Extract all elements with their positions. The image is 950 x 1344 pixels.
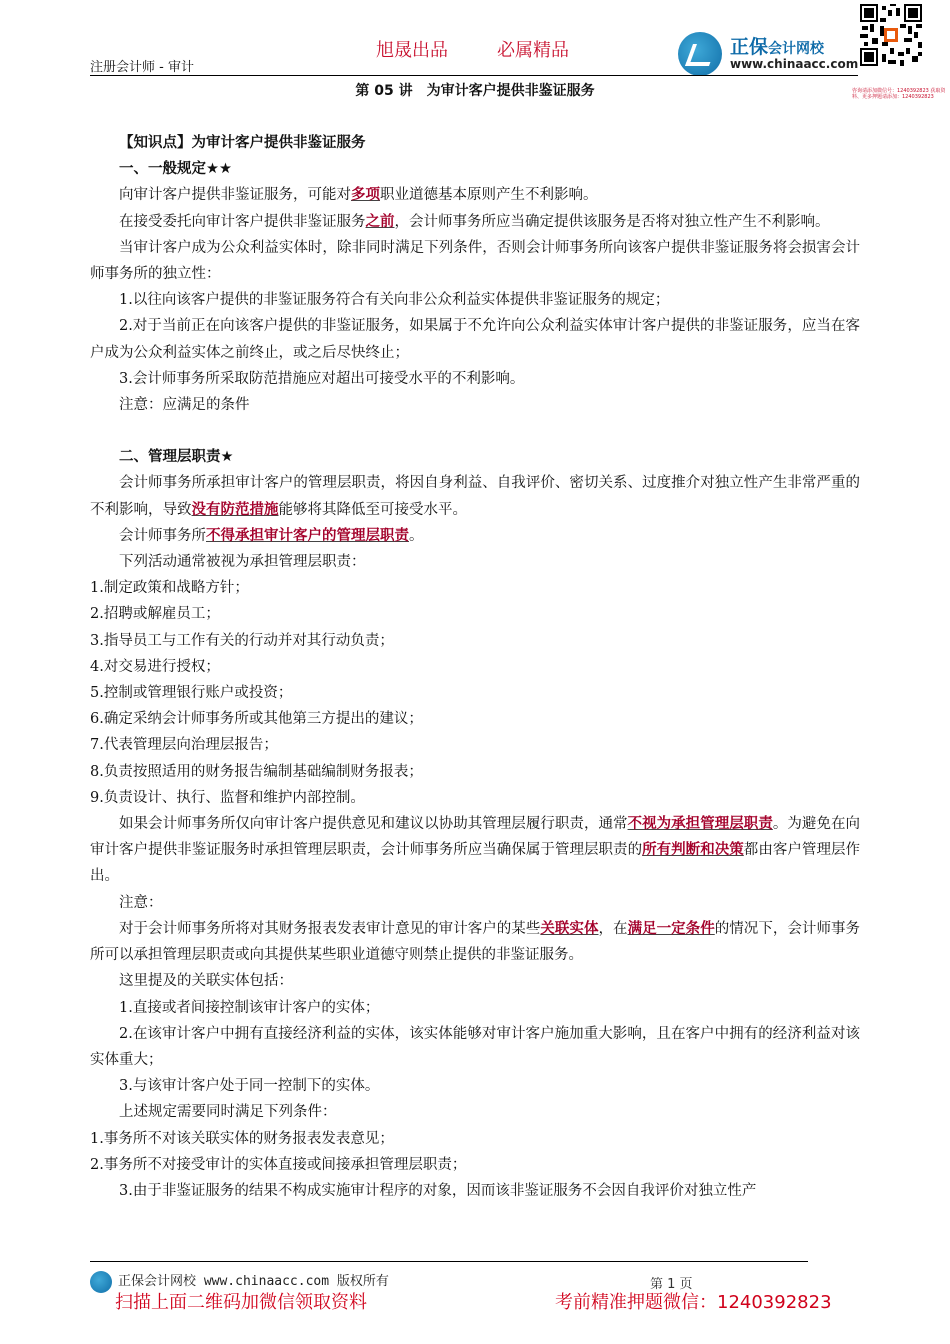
paragraph: 在接受委托向审计客户提供非鉴证服务之前，会计师事务所应当确定提供该服务是否将对独立性产生不利影响。: [119, 212, 830, 230]
list-item: 1.事务所不对该关联实体的财务报表发表意见；: [90, 1130, 394, 1147]
list-item: 5.控制或管理银行账户或投资；: [90, 685, 293, 702]
paragraph: 对于会计师事务所将对其财务报表发表审计意见的审计客户的某些关联实体，在满足一定条件的情况下，会计师事务所可以承担管理层职责或向其提供某些职业道德守则禁止提供的非鉴证服务。: [90, 919, 861, 964]
promo-text-left: 扫描上面二维码加微信领取资料: [115, 1292, 367, 1313]
footer-divider: [90, 1261, 808, 1262]
list-item: 3.会计师事务所采取防范措施应对超出可接受水平的不利影响。: [119, 370, 525, 387]
paragraph: 这里提及的关联实体包括：: [119, 973, 293, 990]
lecture-title: 第 05 讲 为审计客户提供非鉴证服务: [355, 83, 595, 99]
course-label: 注册会计师 - 审计: [90, 60, 194, 75]
highlight-text: 没有防范措施: [191, 500, 279, 518]
paragraph: 向审计客户提供非鉴证服务，可能对多项职业道德基本原则产生不利影响。: [119, 186, 598, 204]
list-item: 8.负责按照适用的财务报告编制基础编制财务报表；: [90, 763, 423, 780]
brand-name: 正保会计网校: [730, 36, 825, 58]
paragraph: 当审计客户成为公众利益实体时，除非同时满足下列条件，否则会计师事务所向该客户提供非鉴证服务将会损害会计师事务所的独立性：: [90, 239, 860, 283]
highlight-text: 不视为承担管理层职责: [627, 815, 773, 833]
footer-logo-icon: [90, 1271, 112, 1293]
list-item: 4.对交易进行授权；: [90, 658, 220, 675]
page-number: 第 1 页: [650, 1277, 693, 1292]
brand-logo-icon: [678, 32, 722, 76]
highlight-text: 关联实体: [540, 919, 599, 937]
list-item: 3.由于非鉴证服务的结果不构成实施审计程序的对象，因而该非鉴证服务不会因自我评价对独立性产: [119, 1182, 757, 1199]
paragraph: 会计师事务所承担审计客户的管理层职责，将因自身利益、自我评价、密切关系、过度推介对独立性产生非常严重的不利影响，导致没有防范措施能够将其降低至可接受水平。: [90, 475, 860, 518]
list-item: 1.制定政策和战略方针；: [90, 580, 249, 597]
note: 注意：应满足的条件: [119, 397, 250, 414]
footer-copyright: 正保会计网校 www.chinaacc.com 版权所有: [90, 1270, 389, 1293]
list-item: 2.在该审计客户中拥有直接经济利益的实体，该实体能够对审计客户施加重大影响，且在客户中拥有的经济利益对该实体重大；: [90, 1025, 860, 1068]
section-heading-general: 一、一般规定★★: [119, 161, 232, 178]
list-item: 3.指导员工与工作有关的行动并对其行动负责；: [90, 632, 394, 649]
list-item: 1.以往向该客户提供的非鉴证服务符合有关向非公众利益实体提供非鉴证服务的规定；: [119, 292, 670, 309]
list-item: 2.对于当前正在向该客户提供的非鉴证服务，如果属于不允许向公众利益实体审计客户提供的非鉴证服务，应当在客户成为公众利益实体之前终止，或之后尽快终止；: [90, 318, 860, 361]
brand-logo[interactable]: [678, 30, 858, 78]
list-item: 3.与该审计客户处于同一控制下的实体。: [119, 1078, 380, 1095]
slogan-right: 必属精品: [497, 40, 569, 61]
qr-code-icon: [860, 4, 922, 66]
slogan-left: 旭晟出品: [376, 40, 448, 61]
highlight-text: 不得承担审计客户的管理层职责: [206, 526, 409, 544]
highlight-text: 满足一定条件: [627, 919, 715, 937]
highlight-text: 所有判断和决策: [642, 841, 744, 859]
highlight-text: 多项: [351, 186, 380, 204]
paragraph: 上述规定需要同时满足下列条件：: [119, 1104, 337, 1121]
paragraph: 如果会计师事务所仅向审计客户提供意见和建议以协助其管理层履行职责，通常不视为承担管理层职责。为避免在向审计客户提供非鉴证服务时承担管理层职责，会计师事务所应当确保属于管理层职责的所有判断和决策都由客户管理层作出。: [90, 815, 861, 885]
paragraph: 下列活动通常被视为承担管理层职责：: [119, 554, 366, 571]
highlight-text: 之前: [365, 212, 395, 230]
list-item: 6.确定采纳会计师事务所或其他第三方提出的建议；: [90, 711, 423, 728]
knowledge-point-heading: 【知识点】为审计客户提供非鉴证服务: [119, 135, 366, 151]
qr-note: 咨询请添加微信号：1240392823 获取资料、更多押题请添加：1240392823: [852, 88, 946, 100]
note: 注意：: [119, 894, 163, 911]
promo-text-right: 考前精准押题微信：1240392823: [555, 1292, 832, 1313]
list-item: 2.招聘或解雇员工；: [90, 606, 220, 623]
list-item: 7.代表管理层向治理层报告；: [90, 737, 278, 754]
list-item: 2.事务所不对接受审计的实体直接或间接承担管理层职责；: [90, 1156, 467, 1173]
list-item: 9.负责设计、执行、监督和维护内部控制。: [90, 789, 365, 806]
brand-url: www.chinaacc.com: [730, 57, 859, 71]
section-heading-management: 二、管理层职责★: [119, 449, 234, 466]
header-divider: [90, 75, 858, 76]
list-item: 1.直接或者间接控制该审计客户的实体；: [119, 999, 380, 1016]
document-body: [90, 130, 860, 1204]
paragraph: 会计师事务所不得承担审计客户的管理层职责。: [119, 526, 424, 544]
